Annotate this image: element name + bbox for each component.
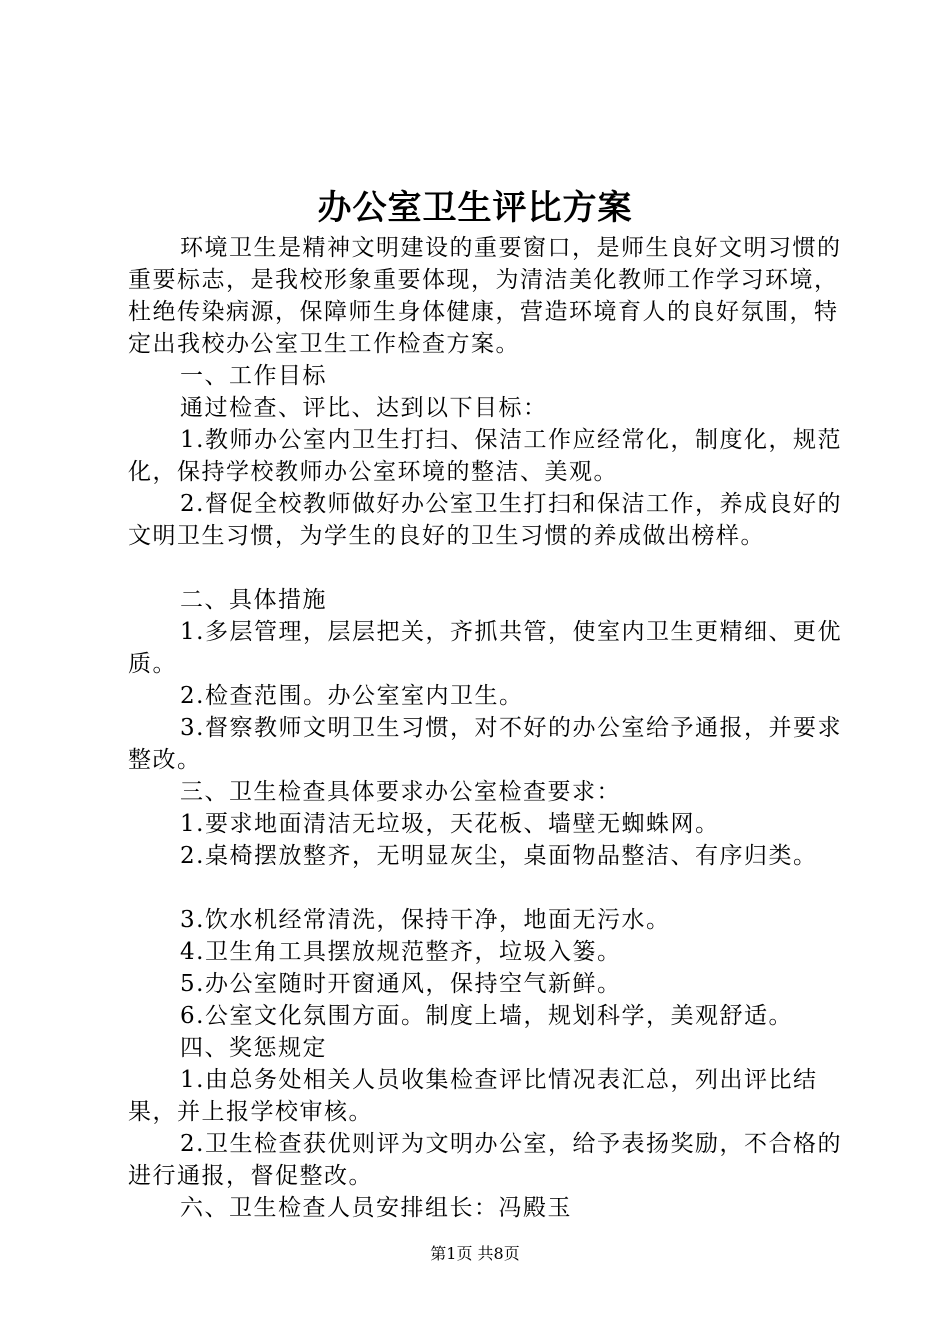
blank-line [128, 552, 848, 584]
blank-line [128, 872, 848, 904]
requirement-item-5: 5.办公室随时开窗通风，保持空气新鲜。 [180, 971, 622, 997]
goal-item-1: 1.教师办公室内卫生打扫、保洁工作应经常化，制度化，规范化，保持学校教师办公室环境的整洁、美观。 [128, 427, 842, 485]
requirement-item-2: 2.桌椅摆放整齐，无明显灰尘，桌面物品整洁、有序归类。 [180, 843, 818, 869]
requirement-item-3: 3.饮水机经常清洗，保持干净，地面无污水。 [180, 907, 671, 933]
measure-item-3: 3.督察教师文明卫生习惯，对不好的办公室给予通报，并要求整改。 [128, 715, 842, 773]
goals-lead-paragraph: 通过检查、评比、达到以下目标： [180, 395, 548, 421]
section-heading-goals: 一、工作目标 [180, 363, 327, 389]
section-heading-rewards: 四、奖惩规定 [180, 1035, 327, 1061]
measure-item-2: 2.检查范围。办公室室内卫生。 [180, 683, 524, 709]
section-heading-staff: 六、卫生检查人员安排组长：冯殿玉 [180, 1195, 572, 1221]
requirement-item-6: 6.公室文化氛围方面。制度上墙，规划科学，美观舒适。 [180, 1003, 793, 1029]
intro-paragraph: 环境卫生是精神文明建设的重要窗口，是师生良好文明习惯的重要标志，是我校形象重要体现，为清洁美化教师工作学习环境，杜绝传染病源，保障师生身体健康，营造环境育人的良好氛围，特定出我校办公室卫生工作检查方案。 [128, 235, 842, 357]
section-heading-requirements: 三、卫生检查具体要求办公室检查要求： [180, 779, 621, 805]
page-indicator: 第1页 共8页 [430, 1244, 520, 1263]
requirement-item-4: 4.卫生角工具摆放规范整齐，垃圾入篓。 [180, 939, 622, 965]
goal-item-2: 2.督促全校教师做好办公室卫生打扫和保洁工作，养成良好的文明卫生习惯，为学生的良好的卫生习惯的养成做出榜样。 [128, 491, 842, 549]
requirement-item-1: 1.要求地面清洁无垃圾，天花板、墙壁无蜘蛛网。 [180, 811, 720, 837]
document-title: 办公室卫生评比方案 [317, 188, 633, 228]
reward-item-2: 2.卫生检查获优则评为文明办公室，给予表扬奖励，不合格的进行通报，督促整改。 [128, 1131, 842, 1189]
document-body [128, 232, 848, 1224]
measure-item-1: 1.多层管理，层层把关，齐抓共管，使室内卫生更精细、更优质。 [128, 619, 842, 677]
reward-item-1: 1.由总务处相关人员收集检查评比情况表汇总，列出评比结果，并上报学校审核。 [128, 1067, 818, 1125]
section-heading-measures: 二、具体措施 [180, 587, 327, 613]
